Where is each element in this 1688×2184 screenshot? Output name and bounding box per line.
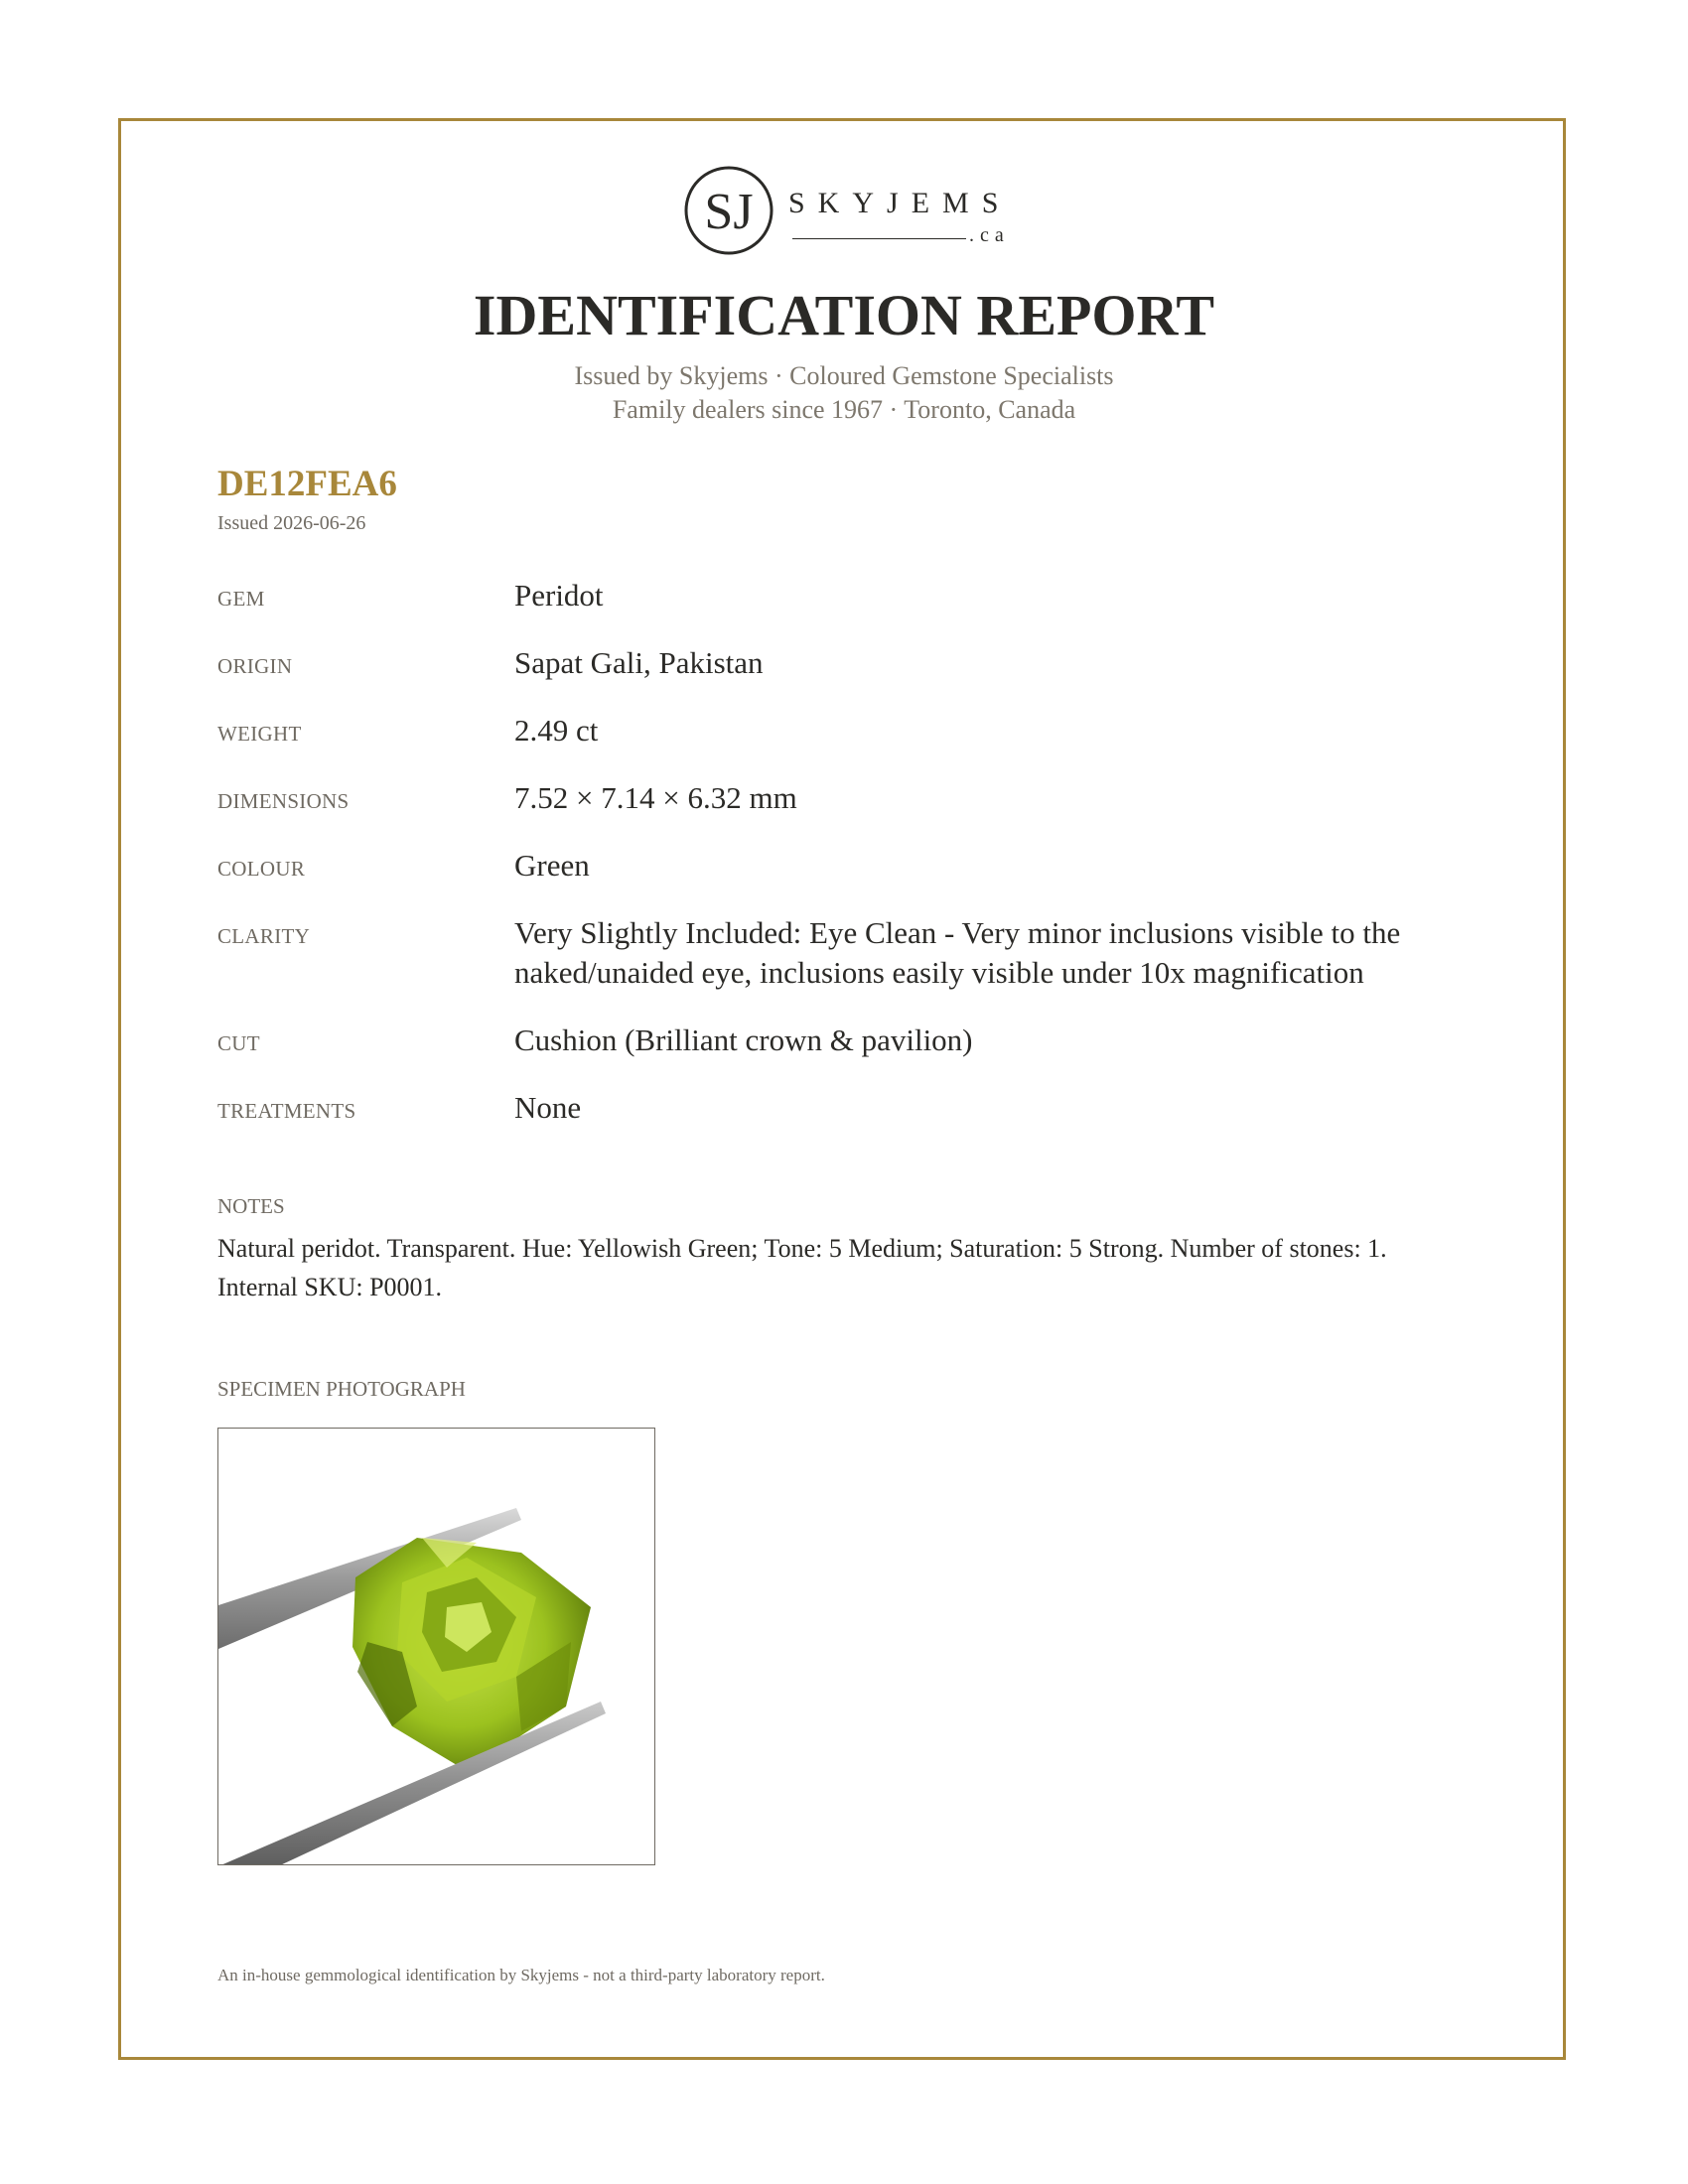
detail-value-weight: 2.49 ct <box>514 713 599 748</box>
detail-value-clarity: Very Slightly Included: Eye Clean - Very minor inclusions visible to the naked/unaided eye, inclusions easily visible under 10x magnification <box>514 915 1401 990</box>
detail-label-weight: WEIGHT <box>217 722 302 746</box>
detail-label-gem: GEM <box>217 587 265 611</box>
detail-label-cut: CUT <box>217 1031 260 1055</box>
monogram-text: SJ <box>704 184 754 240</box>
report-id: DE12FEA6 <box>217 464 397 504</box>
specimen-photo <box>217 1428 655 1865</box>
issuer-line: Issued by Skyjems · Coloured Gemstone Specialists <box>574 361 1114 390</box>
disclaimer-footer: An in-house gemmological identification by Skyjems - not a third-party laboratory report. <box>217 1966 825 1984</box>
detail-label-colour: COLOUR <box>217 857 306 881</box>
page-title: IDENTIFICATION REPORT <box>473 283 1215 347</box>
notes-label: NOTES <box>217 1194 285 1218</box>
peridot-in-tweezers-image <box>218 1429 655 1865</box>
detail-value-colour: Green <box>514 848 590 883</box>
brand-rule <box>792 238 966 239</box>
brand-wordmark: SKYJEMS <box>788 187 1012 219</box>
photo-label: SPECIMEN PHOTOGRAPH <box>217 1377 466 1401</box>
detail-label-clarity: CLARITY <box>217 924 311 948</box>
notes-text: Natural peridot. Transparent. Hue: Yellowish Green; Tone: 5 Medium; Saturation: 5 Strong. Number of stones: 1. Internal SKU: P0001. <box>217 1234 1387 1301</box>
issue-date: Issued 2026-06-26 <box>217 512 366 534</box>
brand-tld: .ca <box>969 224 1010 246</box>
detail-label-treatments: TREATMENTS <box>217 1099 356 1123</box>
detail-value-dimensions: 7.52 × 7.14 × 6.32 mm <box>514 780 797 815</box>
detail-value-cut: Cushion (Brilliant crown & pavilion) <box>514 1023 973 1057</box>
detail-label-origin: ORIGIN <box>217 654 293 678</box>
detail-value-gem: Peridot <box>514 578 604 613</box>
skyjems-logo <box>683 165 1011 264</box>
detail-value-treatments: None <box>514 1090 582 1125</box>
location-line: Family dealers since 1967 · Toronto, Canada <box>612 395 1076 424</box>
detail-label-dimensions: DIMENSIONS <box>217 789 350 813</box>
detail-value-origin: Sapat Gali, Pakistan <box>514 645 764 680</box>
sj-monogram-icon <box>683 165 774 256</box>
